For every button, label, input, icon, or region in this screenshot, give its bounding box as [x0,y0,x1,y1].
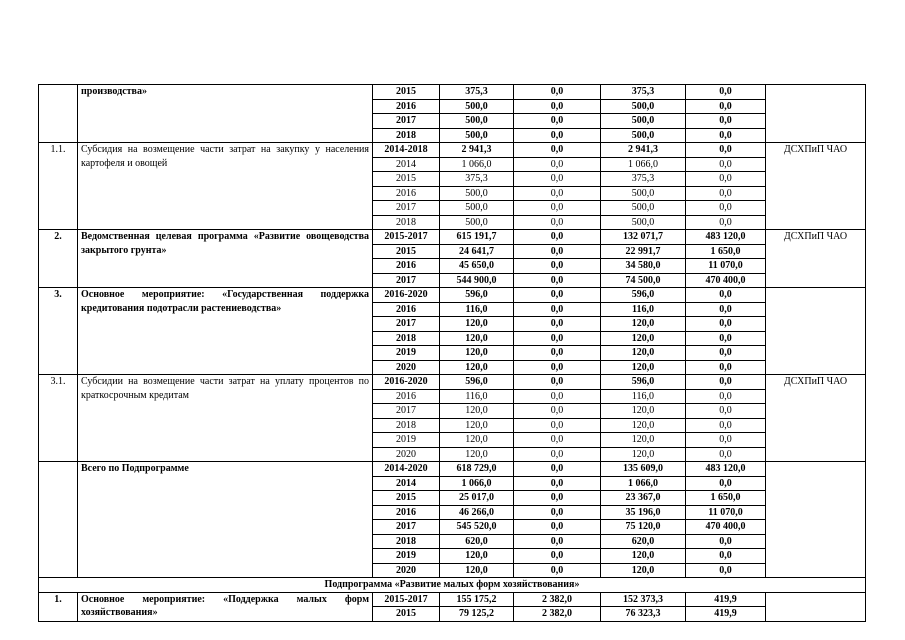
other-cell: 470 400,0 [686,273,766,288]
item-description-text: Основное мероприятие: «Государственная поддержка кредитования подотрасли растениеводства» [81,289,369,314]
other-cell: 1 650,0 [686,491,766,506]
other-cell: 0,0 [686,302,766,317]
other-cell: 0,0 [686,114,766,129]
other-cell: 0,0 [686,128,766,143]
total-cell: 120,0 [440,331,514,346]
year-cell: 2016 [373,186,440,201]
regional-cell: 2 941,3 [601,143,686,158]
item-description-text: Субсидии на возмещение части затрат на уплату процентов по краткосрочным кредитам [81,376,369,401]
year-cell: 2020 [373,447,440,462]
responsible-executor [766,592,866,621]
regional-cell: 500,0 [601,128,686,143]
total-cell: 500,0 [440,215,514,230]
year-cell: 2014-2018 [373,143,440,158]
total-cell: 500,0 [440,114,514,129]
year-cell: 2017 [373,404,440,419]
total-cell: 500,0 [440,201,514,216]
other-cell: 0,0 [686,143,766,158]
total-cell: 2 941,3 [440,143,514,158]
total-cell: 500,0 [440,186,514,201]
year-cell: 2014 [373,476,440,491]
other-cell: 0,0 [686,346,766,361]
total-cell: 155 175,2 [440,592,514,607]
year-cell: 2014-2020 [373,462,440,477]
federal-cell: 0,0 [514,99,601,114]
federal-cell: 0,0 [514,447,601,462]
other-cell: 483 120,0 [686,230,766,245]
regional-cell: 135 609,0 [601,462,686,477]
regional-cell: 120,0 [601,404,686,419]
total-cell: 120,0 [440,433,514,448]
year-cell: 2019 [373,346,440,361]
federal-cell: 2 382,0 [514,592,601,607]
responsible-executor [766,462,866,578]
item-number: 2. [39,230,78,288]
year-cell: 2017 [373,114,440,129]
other-cell: 0,0 [686,447,766,462]
year-cell: 2019 [373,433,440,448]
regional-cell: 120,0 [601,549,686,564]
other-cell: 419,9 [686,592,766,607]
regional-cell: 35 196,0 [601,505,686,520]
regional-cell: 116,0 [601,389,686,404]
federal-cell: 0,0 [514,404,601,419]
federal-cell: 0,0 [514,520,601,535]
federal-cell: 0,0 [514,375,601,390]
year-cell: 2014 [373,157,440,172]
year-cell: 2015-2017 [373,592,440,607]
item-description [78,462,373,578]
federal-cell: 0,0 [514,534,601,549]
other-cell: 0,0 [686,563,766,578]
total-cell: 46 266,0 [440,505,514,520]
regional-cell: 120,0 [601,418,686,433]
federal-cell: 0,0 [514,244,601,259]
year-cell: 2016 [373,99,440,114]
total-cell: 120,0 [440,346,514,361]
year-cell: 2018 [373,534,440,549]
item-description [78,288,373,375]
table-row [39,143,866,158]
other-cell: 0,0 [686,549,766,564]
other-cell: 0,0 [686,157,766,172]
year-cell: 2017 [373,273,440,288]
total-cell: 596,0 [440,288,514,303]
table-row [39,462,866,477]
federal-cell: 0,0 [514,215,601,230]
year-cell: 2017 [373,520,440,535]
total-cell: 545 520,0 [440,520,514,535]
total-cell: 25 017,0 [440,491,514,506]
other-cell: 483 120,0 [686,462,766,477]
regional-cell: 375,3 [601,85,686,100]
other-cell: 0,0 [686,85,766,100]
total-cell: 375,3 [440,85,514,100]
federal-cell: 0,0 [514,549,601,564]
other-cell: 0,0 [686,331,766,346]
other-cell: 0,0 [686,418,766,433]
federal-cell: 0,0 [514,143,601,158]
other-cell: 0,0 [686,404,766,419]
year-cell: 2018 [373,215,440,230]
year-cell: 2015 [373,491,440,506]
regional-cell: 120,0 [601,331,686,346]
year-cell: 2020 [373,360,440,375]
regional-cell: 152 373,3 [601,592,686,607]
regional-cell: 1 066,0 [601,476,686,491]
total-cell: 1 066,0 [440,157,514,172]
federal-cell: 0,0 [514,505,601,520]
year-cell: 2019 [373,549,440,564]
total-cell: 120,0 [440,404,514,419]
regional-cell: 500,0 [601,114,686,129]
section-row [39,578,866,593]
federal-cell: 0,0 [514,186,601,201]
total-cell: 615 191,7 [440,230,514,245]
regional-cell: 116,0 [601,302,686,317]
total-cell: 120,0 [440,447,514,462]
total-cell: 375,3 [440,172,514,187]
responsible-executor: ДСХПиП ЧАО [766,230,866,288]
regional-cell: 620,0 [601,534,686,549]
item-number: 3. [39,288,78,375]
item-description [78,592,373,621]
year-cell: 2018 [373,331,440,346]
federal-cell: 0,0 [514,476,601,491]
table-row [39,230,866,245]
table-row [39,288,866,303]
regional-cell: 132 071,7 [601,230,686,245]
total-cell: 116,0 [440,389,514,404]
federal-cell: 0,0 [514,418,601,433]
other-cell: 11 070,0 [686,505,766,520]
other-cell: 0,0 [686,433,766,448]
year-cell: 2018 [373,418,440,433]
total-cell: 500,0 [440,128,514,143]
total-cell: 45 650,0 [440,259,514,274]
regional-cell: 500,0 [601,201,686,216]
federal-cell: 0,0 [514,157,601,172]
federal-cell: 0,0 [514,288,601,303]
regional-cell: 500,0 [601,99,686,114]
federal-cell: 0,0 [514,172,601,187]
other-cell: 0,0 [686,476,766,491]
total-cell: 596,0 [440,375,514,390]
responsible-executor [766,85,866,143]
year-cell: 2016 [373,389,440,404]
year-cell: 2015 [373,607,440,622]
total-cell: 120,0 [440,418,514,433]
regional-cell: 120,0 [601,447,686,462]
total-cell: 79 125,2 [440,607,514,622]
regional-cell: 596,0 [601,375,686,390]
federal-cell: 0,0 [514,331,601,346]
year-cell: 2018 [373,128,440,143]
other-cell: 0,0 [686,288,766,303]
total-cell: 120,0 [440,317,514,332]
federal-cell: 0,0 [514,491,601,506]
total-cell: 544 900,0 [440,273,514,288]
federal-cell: 0,0 [514,230,601,245]
item-number: 1.1. [39,143,78,230]
year-cell: 2016 [373,259,440,274]
responsible-executor: ДСХПиП ЧАО [766,375,866,462]
table-body [39,85,866,622]
regional-cell: 74 500,0 [601,273,686,288]
other-cell: 0,0 [686,389,766,404]
federal-cell: 0,0 [514,201,601,216]
item-description-text: Основное мероприятие: «Поддержка малых форм хозяйствования» [81,593,369,618]
other-cell: 0,0 [686,360,766,375]
federal-cell: 0,0 [514,273,601,288]
table-row [39,592,866,607]
regional-cell: 34 580,0 [601,259,686,274]
total-cell: 620,0 [440,534,514,549]
budget-table [38,84,866,622]
year-cell: 2017 [373,317,440,332]
other-cell: 0,0 [686,201,766,216]
federal-cell: 0,0 [514,128,601,143]
total-cell: 24 641,7 [440,244,514,259]
federal-cell: 0,0 [514,346,601,361]
regional-cell: 76 323,3 [601,607,686,622]
regional-cell: 120,0 [601,360,686,375]
federal-cell: 0,0 [514,389,601,404]
item-description-text: производства» [81,86,147,97]
federal-cell: 0,0 [514,462,601,477]
year-cell: 2015 [373,85,440,100]
federal-cell: 0,0 [514,433,601,448]
other-cell: 0,0 [686,99,766,114]
other-cell: 11 070,0 [686,259,766,274]
year-cell: 2016 [373,505,440,520]
other-cell: 0,0 [686,317,766,332]
total-cell: 120,0 [440,563,514,578]
regional-cell: 500,0 [601,186,686,201]
year-cell: 2017 [373,201,440,216]
other-cell: 0,0 [686,172,766,187]
regional-cell: 75 120,0 [601,520,686,535]
regional-cell: 23 367,0 [601,491,686,506]
federal-cell: 0,0 [514,563,601,578]
item-number: 1. [39,592,78,621]
responsible-executor: ДСХПиП ЧАО [766,143,866,230]
total-cell: 618 729,0 [440,462,514,477]
regional-cell: 500,0 [601,215,686,230]
year-cell: 2020 [373,563,440,578]
item-description-text: Субсидия на возмещение части затрат на закупку у населения картофеля и овощей [81,144,369,169]
item-description [78,375,373,462]
federal-cell: 0,0 [514,85,601,100]
regional-cell: 120,0 [601,433,686,448]
section-title: Подпрограмма «Развитие малых форм хозяйствования» [39,578,866,593]
federal-cell: 0,0 [514,360,601,375]
other-cell: 470 400,0 [686,520,766,535]
item-description [78,230,373,288]
total-cell: 116,0 [440,302,514,317]
table-row [39,375,866,390]
item-description-text: Всего по Подпрограмме [81,463,189,474]
year-cell: 2015-2017 [373,230,440,245]
year-cell: 2015 [373,172,440,187]
federal-cell: 0,0 [514,114,601,129]
total-cell: 500,0 [440,99,514,114]
item-description [78,85,373,143]
regional-cell: 120,0 [601,317,686,332]
item-number [39,462,78,578]
regional-cell: 120,0 [601,346,686,361]
year-cell: 2016 [373,302,440,317]
other-cell: 0,0 [686,186,766,201]
total-cell: 120,0 [440,549,514,564]
year-cell: 2015 [373,244,440,259]
item-number: 3.1. [39,375,78,462]
other-cell: 0,0 [686,215,766,230]
other-cell: 1 650,0 [686,244,766,259]
total-cell: 120,0 [440,360,514,375]
regional-cell: 375,3 [601,172,686,187]
responsible-executor [766,288,866,375]
regional-cell: 22 991,7 [601,244,686,259]
year-cell: 2016-2020 [373,375,440,390]
regional-cell: 1 066,0 [601,157,686,172]
other-cell: 0,0 [686,534,766,549]
other-cell: 0,0 [686,375,766,390]
table-row [39,85,866,100]
year-cell: 2016-2020 [373,288,440,303]
item-description-text: Ведомственная целевая программа «Развитие овощеводства закрытого грунта» [81,231,369,256]
federal-cell: 0,0 [514,259,601,274]
federal-cell: 0,0 [514,317,601,332]
item-description [78,143,373,230]
total-cell: 1 066,0 [440,476,514,491]
regional-cell: 596,0 [601,288,686,303]
regional-cell: 120,0 [601,563,686,578]
item-number [39,85,78,143]
federal-cell: 0,0 [514,302,601,317]
federal-cell: 2 382,0 [514,607,601,622]
other-cell: 419,9 [686,607,766,622]
